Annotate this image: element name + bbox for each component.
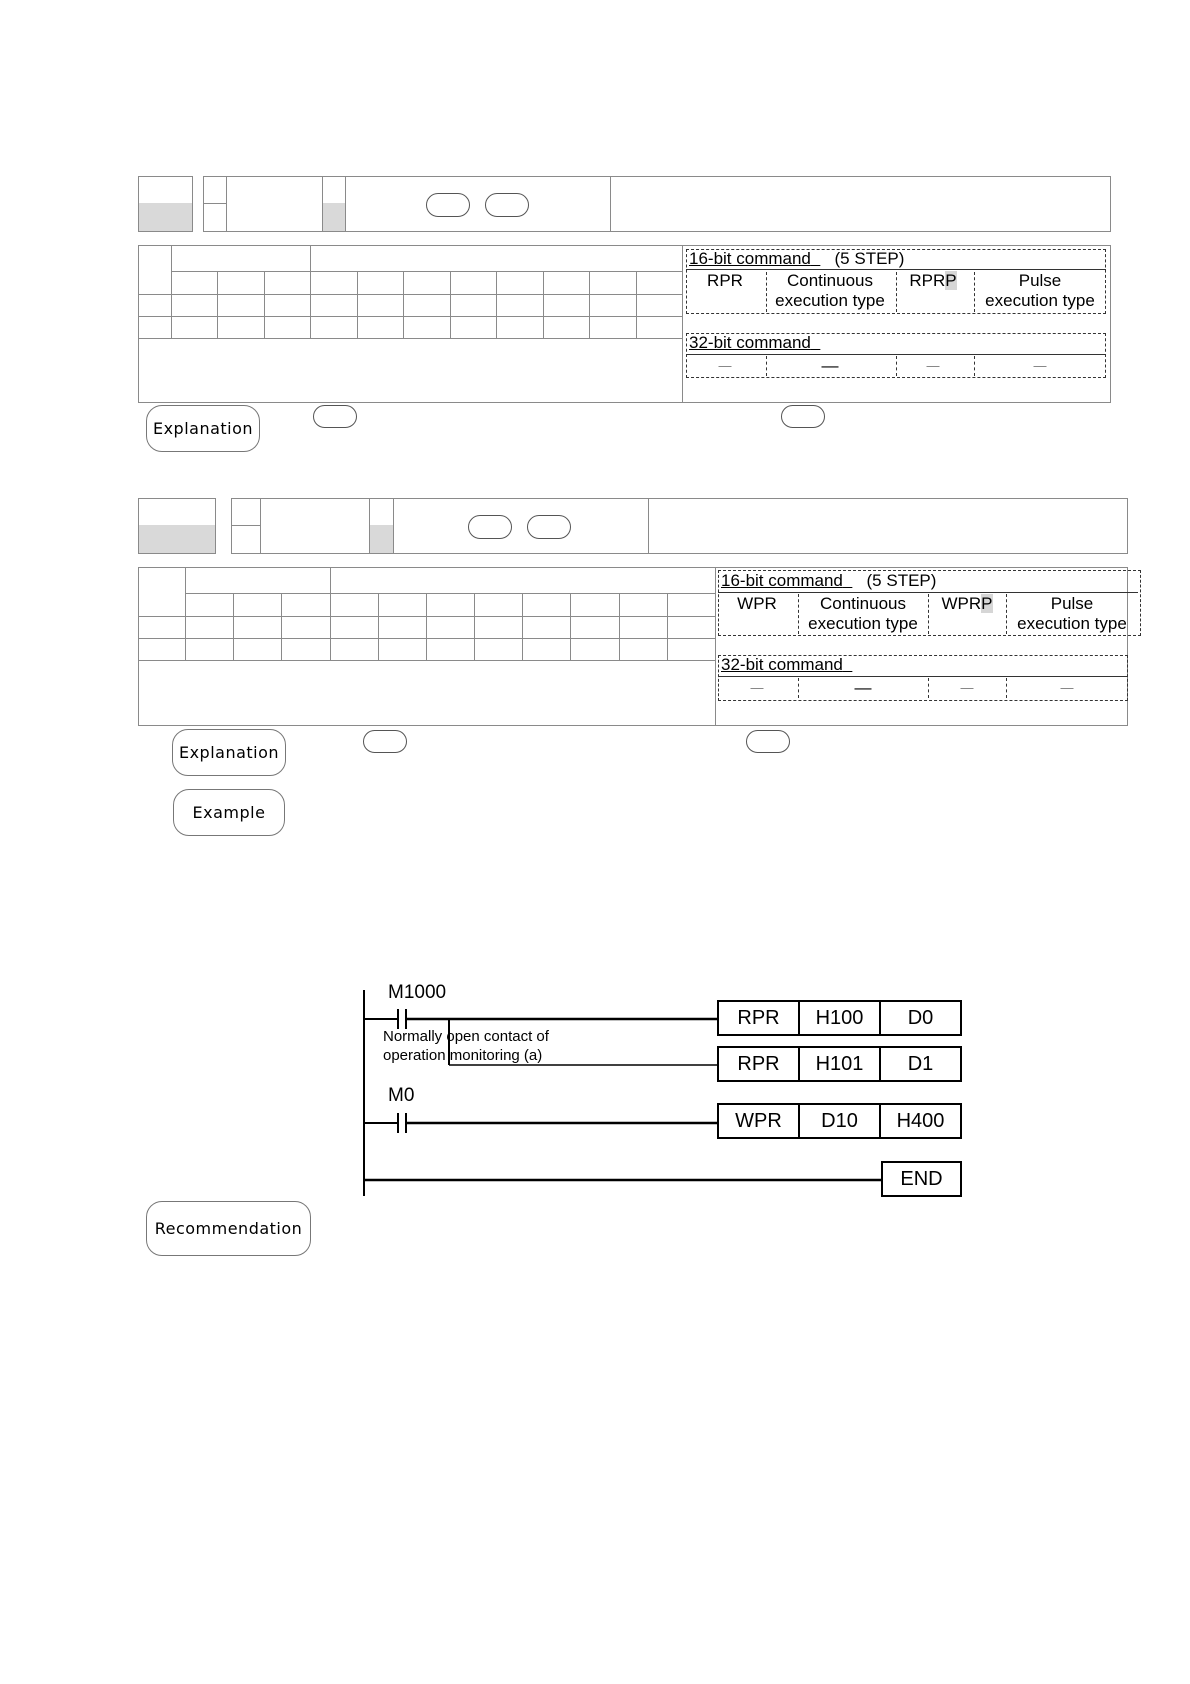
recommendation-label: Recommendation (146, 1201, 311, 1256)
s2-pulse-name: WPRP (941, 594, 993, 613)
contact-m0-label: M0 (388, 1085, 415, 1106)
s2-dash-4: — (1060, 680, 1074, 695)
s1-explanation-label: Explanation (146, 405, 260, 452)
s2-dash-1: — (750, 680, 764, 695)
rung2-instr: RPR (717, 1046, 800, 1082)
s1-cmd32-header: 32-bit command (689, 333, 811, 352)
s2-dash-2: — (854, 678, 872, 697)
s2-cmd16-header: 16-bit command (5 STEP) (721, 571, 937, 590)
s2-explanation-label: Explanation (172, 729, 286, 776)
s1-cont-label: Continuous execution type (775, 271, 885, 310)
s2-cmd32-header: 32-bit command (721, 655, 843, 674)
s1-cmd16-header: 16-bit command (5 STEP) (689, 249, 905, 268)
s2-cont-name: WPR (737, 594, 777, 613)
s1-dash-3: — (926, 358, 940, 373)
s2-dash-3: — (960, 680, 974, 695)
rung1-instr: RPR (717, 1000, 800, 1036)
rung3-instr: WPR (717, 1103, 800, 1139)
contact-m1000-label: M1000 (388, 982, 447, 1003)
note-line-1: Normally open contact of (383, 1028, 549, 1045)
s2-cont-label: Continuous execution type (808, 594, 918, 633)
s1-dash-4: — (1033, 358, 1047, 373)
note-line-2: operation monitoring (a) (383, 1047, 543, 1064)
s1-dash-1: — (718, 358, 732, 373)
end-instr: END (881, 1161, 962, 1197)
rung2-op1: H101 (798, 1046, 881, 1082)
s2-example-label: Example (173, 789, 285, 836)
s1-pulse-label: Pulse execution type (985, 271, 1095, 310)
rung3-op2: H400 (879, 1103, 962, 1139)
rung1-op2: D0 (879, 1000, 962, 1036)
rung3-op1: D10 (798, 1103, 881, 1139)
s1-pulse-name: RPRP (909, 271, 957, 290)
s2-pulse-label: Pulse execution type (1017, 594, 1127, 633)
rung2-op2: D1 (879, 1046, 962, 1082)
s1-dash-2: — (821, 356, 839, 375)
rung1-op1: H100 (798, 1000, 881, 1036)
s1-cont-name: RPR (707, 271, 743, 290)
